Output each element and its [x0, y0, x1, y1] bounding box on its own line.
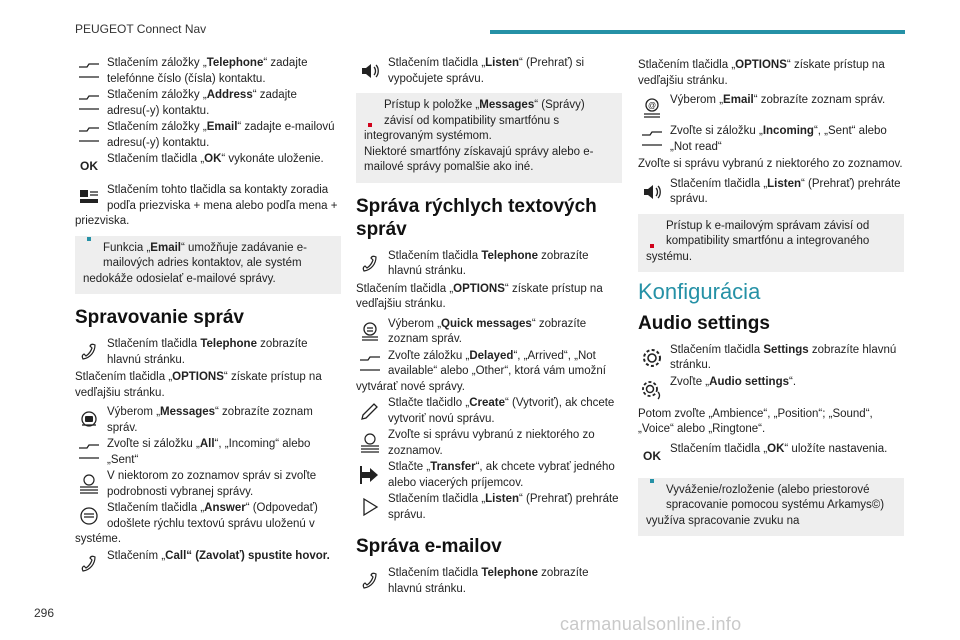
text-bold: Email [150, 241, 181, 254]
text: Výberom „ [107, 406, 161, 418]
text-bold: Telephone [200, 338, 257, 350]
contact-sort-icon [75, 184, 103, 212]
text: Stlačením záložky „ [107, 121, 207, 133]
text-bold: Email [723, 94, 754, 106]
instruction-step [638, 177, 904, 208]
quick-message-icon [356, 318, 384, 346]
text: “ zobrazíte zoznam správ. [753, 94, 886, 106]
text: Zvoľte si záložku „ [107, 438, 200, 450]
instruction-step [638, 124, 904, 155]
text: Stlačením tlačidla [670, 343, 764, 356]
text: Zvoľte záložku „ [388, 349, 470, 362]
text-bold: All [199, 438, 215, 450]
text-bold: Audio settings [709, 375, 790, 388]
ok-label: OK [80, 159, 98, 174]
text: Stlačením tlačidla [388, 567, 482, 579]
text-bold: Listen [485, 493, 520, 505]
text-bold: Transfer [430, 461, 476, 473]
text: “ zadajte e-mailovú adresu(-y) kontaktu. [107, 121, 335, 149]
text: Stlačením tlačidla „ [388, 57, 486, 69]
paragraph: Zvoľte si správu vybranú z niektorého zo zoznamov. [638, 158, 903, 170]
chapter-heading: Konfigurácia [638, 279, 761, 304]
warning-icon [364, 98, 378, 124]
text-bold: OK [767, 442, 785, 455]
text: “ zadajte telefónne číslo (čísla) kontaktu. [107, 57, 308, 85]
messages-icon [75, 406, 103, 434]
text-bold: Email [206, 121, 238, 133]
instruction-step [356, 56, 622, 87]
instruction-step [638, 442, 904, 472]
instruction-step [75, 501, 341, 548]
paragraph [75, 370, 341, 401]
text-line2: Niektoré smartfóny získavajú správy alebo e-mailové správy pomalšie ako iné. [364, 145, 594, 173]
text: “ získate prístup na vedľajšiu stránku. [75, 371, 322, 399]
text: “ (Správy) závisí od kompatibility smartfónu s integrovaným systémom. [364, 99, 585, 142]
instruction-step [75, 56, 341, 87]
text: Prístup k položke „ [384, 99, 480, 111]
text-bold: OK [204, 153, 222, 165]
text: “ uložíte nastavenia. [784, 442, 888, 455]
text-bold: Call“ (Zavolať) spustite hovor. [165, 549, 330, 562]
text-bold: Incoming [762, 125, 814, 137]
text: Stlačením tohto tlačidla sa kontakty zoradia podľa priezviska + mena alebo podľa mena + priezviska. [75, 184, 338, 227]
ok-button-icon [638, 443, 666, 471]
list-icon [75, 470, 103, 498]
text: “ (Prehrať) si vypočujete správu. [388, 57, 585, 85]
phone-icon [75, 338, 103, 366]
text: Stlačte tlačidlo „ [388, 397, 470, 409]
text: Stlačením tlačidla [107, 338, 201, 350]
text: “ zobrazíte zoznam správ. [107, 406, 313, 434]
text-bold: Quick messages [441, 317, 532, 330]
text: Stlačením tlačidla „ [107, 153, 205, 165]
column-1 [75, 56, 341, 580]
tab-icon [75, 121, 103, 149]
section-heading: Správa e-mailov [356, 536, 502, 557]
text: Stlačením tlačidla „ [670, 177, 768, 190]
text-bold: Settings [763, 343, 809, 356]
instruction-step [75, 437, 341, 468]
text: Stlačením tlačidla „ [638, 59, 736, 71]
text-bold: Listen [767, 177, 802, 190]
text: zobrazíte hlavnú stránku. [388, 249, 589, 277]
email-icon [638, 94, 666, 122]
answer-icon [75, 502, 103, 530]
instruction-step [356, 492, 622, 523]
text-bold: Messages [160, 406, 216, 418]
instruction-step [638, 93, 904, 123]
text-bold: Listen [485, 57, 520, 69]
instruction-step [75, 88, 341, 119]
instruction-step [638, 343, 904, 374]
text: “ umožňuje zadávanie e-mailových adries kontaktov, ale systém nedokáže odosielať e-mailové správy. [83, 241, 307, 285]
info-icon [646, 483, 660, 509]
warning-icon [646, 219, 660, 245]
text: Stlačením záložky „ [107, 57, 207, 69]
text: “ získate prístup na vedľajšiu stránku. [356, 282, 603, 310]
text: Stlačením tlačidla „ [75, 371, 173, 383]
tab-icon [75, 89, 103, 117]
instruction-step [75, 469, 341, 500]
text: Stlačte „ [388, 461, 431, 473]
text: V niektorom zo zoznamov správ si zvoľte podrobnosti vybranej správy. [107, 470, 317, 498]
text-bold: OPTIONS [172, 371, 224, 383]
text: “, „Arrived“, „Not available“ alebo „Other“, ktorá vám umožní vytvárať nové správy. [356, 349, 606, 393]
text: “, „Sent“ alebo „Not read“ [670, 125, 887, 153]
instruction-step [356, 460, 622, 491]
text: Stlačením tlačidla „ [356, 282, 454, 295]
warning-box [356, 93, 622, 183]
text-bold: Telephone [481, 567, 538, 579]
text: Výberom „ [670, 94, 724, 106]
ok-button-icon [75, 153, 103, 181]
text: “, ak chcete vybrať jedného alebo viacerých príjemcov. [388, 461, 615, 489]
instruction-step [356, 566, 622, 597]
text-bold: Answer [204, 502, 246, 514]
text: Stlačením tlačidla „ [670, 442, 768, 455]
text: “ (Prehrať) prehráte správu. [670, 177, 901, 205]
text: “ vykonáte uloženie. [221, 153, 324, 165]
text-bold: Address [206, 89, 253, 101]
instruction-step [75, 120, 341, 151]
info-box [638, 478, 904, 537]
listen-icon [356, 57, 384, 85]
section-heading: Spravovanie správ [75, 307, 244, 328]
paragraph: Potom zvoľte „Ambience“, „Position“; „Sound“, „Voice“ alebo „Ringtone“. [638, 407, 873, 435]
instruction-step [356, 249, 622, 280]
text: Stlačením tlačidla „ [388, 493, 486, 505]
text-bold: Telephone [206, 57, 264, 69]
info-box [75, 236, 341, 295]
instruction-step [75, 549, 341, 579]
text: Výberom „ [388, 317, 442, 330]
text: zobrazíte hlavnú stránku. [670, 343, 897, 371]
svg-text:@: @ [647, 101, 657, 110]
text: “ (Odpovedať) odošlete rýchlu textovú správu uloženú v systéme. [75, 502, 318, 545]
tab-icon [75, 57, 103, 85]
audio-settings-icon [638, 376, 666, 404]
text: Stlačením záložky „ [107, 89, 207, 101]
instruction-step [356, 396, 622, 427]
text: Prístup k e-mailovým správam závisí od kompatibility smartfónu a integrovaného systému. [646, 219, 870, 263]
listen-icon [638, 178, 666, 206]
text: Vyváženie/rozloženie (alebo priestorové spracovanie pomocou systému Arkamys©) využíva spracovanie zvuku na [646, 483, 885, 527]
page-number: 296 [34, 606, 55, 620]
instruction-step [356, 317, 622, 348]
phone-icon [75, 550, 103, 578]
pencil-icon [356, 397, 384, 425]
phone-icon [356, 250, 384, 278]
header-accent-bar [490, 30, 905, 34]
phone-icon [356, 567, 384, 595]
column-2 [356, 56, 622, 598]
instruction-step [75, 183, 341, 230]
text: “. [789, 375, 797, 388]
instruction-step [75, 337, 341, 368]
text: Stlačením tlačidla [388, 249, 482, 262]
play-icon [356, 493, 384, 521]
text-bold: Create [469, 397, 505, 409]
text: Stlačením tlačidla „ [107, 502, 205, 514]
tab-icon [356, 350, 384, 378]
column-3 [638, 56, 904, 548]
warning-box [638, 214, 904, 273]
section-heading: Audio settings [638, 312, 770, 334]
text: Stlačením „ [107, 549, 166, 562]
running-header: PEUGEOT Connect Nav [75, 22, 207, 36]
tab-icon [638, 125, 666, 153]
text: “, „Incoming“ alebo „Sent“ [107, 438, 311, 466]
text: Zvoľte si záložku „ [670, 125, 763, 137]
paragraph [638, 58, 904, 89]
text: “ zadajte adresu(-y) kontaktu. [107, 89, 297, 117]
text: Zvoľte si správu vybranú z niektorého zo zoznamov. [388, 429, 595, 457]
text: zobrazíte hlavnú stránku. [388, 567, 589, 595]
text: zobrazíte hlavnú stránku. [107, 338, 308, 366]
text-bold: OPTIONS [453, 282, 505, 295]
instruction-step [356, 349, 622, 396]
text: “ (Vytvoriť), ak chcete vytvoriť novú správu. [388, 397, 615, 425]
text-bold: Telephone [481, 249, 538, 262]
transfer-icon [356, 461, 384, 489]
text-bold: Delayed [469, 349, 514, 362]
tab-icon [75, 438, 103, 466]
instruction-step [638, 375, 904, 405]
ok-label: OK [643, 448, 661, 463]
settings-icon [638, 344, 666, 372]
instruction-step [356, 428, 622, 459]
text: Zvoľte „ [670, 375, 710, 388]
paragraph [356, 282, 622, 313]
text: “ zobrazíte zoznam správ. [388, 317, 587, 345]
info-icon [83, 241, 97, 267]
watermark: carmanualsonline.info [560, 614, 742, 634]
instruction-step [75, 152, 341, 182]
text: “ získate prístup na vedľajšiu stránku. [638, 59, 885, 87]
text-bold: Messages [479, 99, 535, 111]
instruction-step [75, 405, 341, 436]
section-heading: Správa rýchlych textových správ [356, 195, 597, 240]
text-bold: OPTIONS [735, 59, 787, 71]
list-icon [356, 429, 384, 457]
text: Funkcia „ [103, 241, 151, 254]
text: “ (Prehrať) prehráte správu. [388, 493, 619, 521]
